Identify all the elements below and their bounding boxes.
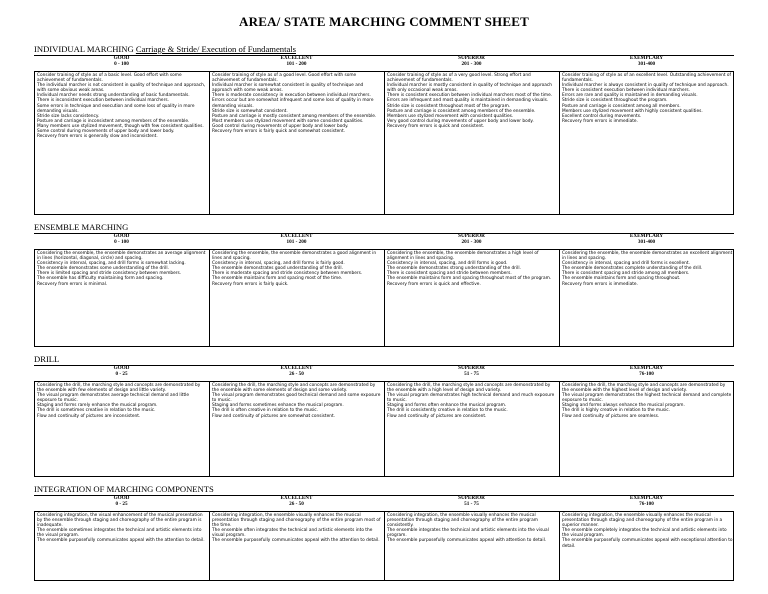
column-header-superior: SUPERIOR 201 - 300 bbox=[458, 55, 485, 67]
rubric-cell bbox=[210, 512, 385, 580]
rubric-bullet: Posture and carriage is consistent among all members. bbox=[562, 103, 681, 109]
rubric-cell bbox=[385, 512, 560, 580]
rubric-bullet: The ensemble has difficulty maintaining form and spacing. bbox=[37, 276, 164, 282]
rubric-bullet: Good control during movements of upper body and lower body. bbox=[212, 123, 349, 129]
rubric-bullet: There is inconsistent execution between individual marchers. bbox=[37, 98, 169, 104]
rubric-bullet: Consider training of style as of an excellent level. Outstanding achievement of fundamentals. bbox=[562, 73, 732, 84]
rubric-bullet: Staging and forms sometimes enhance the musical program. bbox=[212, 403, 344, 409]
rubric-cell bbox=[210, 382, 385, 476]
rubric-bullet: The visual program demonstrates good technical demand and some exposure to music. bbox=[212, 393, 381, 404]
rubric-bullet: The ensemble demonstrates some understanding of the drill. bbox=[37, 266, 169, 272]
rubric-table-drill bbox=[34, 381, 734, 477]
rubric-bullet: Recovery from errors is immediate. bbox=[562, 281, 638, 287]
rubric-bullet: There is moderate consistency in execution between individual marchers. bbox=[212, 93, 371, 99]
rubric-bullet: The drill is highly creative in relation to the music. bbox=[562, 408, 670, 414]
rubric-cell bbox=[35, 382, 210, 476]
rubric-cell bbox=[385, 382, 560, 476]
column-header-excellent: EXCELLENT 101 - 200 bbox=[280, 55, 313, 67]
rubric-bullet: The ensemble purposefully communicates appeal with exceptional attention to detail. bbox=[562, 538, 733, 549]
rubric-bullet: Considering the drill, the marching style and concepts are demonstrated by the ensemble with few elements of design and little variety. bbox=[37, 383, 201, 394]
section-heading: INDIVIDUAL MARCHING bbox=[34, 44, 134, 54]
rubric-bullet: Staging and forms often enhance the musical program. bbox=[387, 403, 507, 409]
rubric-table-individual bbox=[34, 71, 734, 215]
rubric-bullet: Recovery from errors is immediate. bbox=[562, 118, 638, 124]
rubric-bullet: Considering the ensemble, the ensemble demonstrates an average alignment in lines (horizontal, diagonal, circle) and spacing. bbox=[37, 251, 206, 262]
column-header-good: GOOD 0 - 25 bbox=[113, 365, 130, 377]
column-header-superior: SUPERIOR 51 - 75 bbox=[458, 365, 485, 377]
rubric-bullet: Recovery from errors is quick and effective. bbox=[387, 281, 481, 287]
column-header-superior: SUPERIOR 51 - 75 bbox=[458, 495, 485, 507]
rubric-bullet: Staging and forms always enhance the musical program. bbox=[562, 403, 685, 409]
rubric-cell bbox=[560, 512, 735, 580]
rubric-bullet: Stride size is consistent throughout the program. bbox=[562, 98, 668, 104]
column-headers-ensemble bbox=[34, 234, 734, 250]
rubric-bullet: Excellent control during movements. bbox=[562, 113, 642, 119]
column-header-exemplary: EXEMPLARY 76-100 bbox=[629, 365, 664, 377]
rubric-bullet: Very good control during movements of upper body and lower body. bbox=[387, 118, 534, 124]
rubric-bullet: Individual marcher is somewhat consistent in quality of technique and approach with some weak areas. bbox=[212, 83, 364, 94]
rubric-bullet: The ensemble often integrates the technical and artistic elements into the visual program. bbox=[212, 528, 373, 539]
rubric-bullet: The ensemble demonstrates good understanding of the drill. bbox=[212, 266, 343, 272]
section-title-ensemble bbox=[34, 222, 128, 232]
rubric-cell bbox=[385, 72, 560, 214]
rubric-bullet: The drill is sometimes creative in relation to the music. bbox=[37, 408, 156, 414]
column-header-exemplary: EXEMPLARY 301-400 bbox=[629, 233, 664, 245]
rubric-cell bbox=[560, 72, 735, 214]
column-header-excellent: EXCELLENT 26 - 50 bbox=[280, 495, 313, 507]
rubric-bullet: Consistency in interval, spacing, and drill forms is somewhat lacking. bbox=[37, 261, 186, 267]
rubric-bullet: There is moderate spacing and stride consistency between members. bbox=[212, 271, 363, 277]
section-title-integration bbox=[34, 484, 214, 494]
rubric-bullet: Considering integration, the visual enhancement of the musical presentation by the ensemble through staging and choreography of the entire program is inadequate. bbox=[37, 513, 203, 529]
rubric-bullet: Flow and continuity of pictures are inconsistent. bbox=[37, 413, 141, 419]
section-heading: ENSEMBLE MARCHING bbox=[34, 222, 129, 232]
section-heading: DRILL bbox=[34, 354, 60, 364]
rubric-bullet: Considering integration, the ensemble visually enhances the musical presentation through staging and choreography of the entire program consistently. bbox=[387, 513, 538, 529]
rubric-cell bbox=[35, 72, 210, 214]
rubric-bullet: The ensemble maintains form and spacing most of the time. bbox=[212, 276, 343, 282]
rubric-bullet: The ensemble purposefully communicates appeal with the attention to detail. bbox=[37, 538, 205, 544]
rubric-bullet: The ensemble demonstrates complete understanding of the drill. bbox=[562, 266, 703, 272]
section-heading: INTEGRATION OF MARCHING COMPONENTS bbox=[34, 484, 214, 494]
rubric-bullet: Posture and carriage is inconsistent among members of the ensemble. bbox=[37, 118, 190, 124]
column-header-exemplary: EXEMPLARY 301-400 bbox=[629, 55, 664, 67]
rubric-bullet: Recovery from errors is generally slow and inconsistent. bbox=[37, 134, 158, 140]
rubric-bullet: The ensemble maintains form and spacing throughout most of the program. bbox=[387, 276, 552, 282]
column-header-good: GOOD 0 - 100 bbox=[113, 233, 130, 245]
column-headers-drill bbox=[34, 366, 734, 382]
rubric-bullet: The ensemble integrates the technical and artistic elements into the visual program. bbox=[387, 528, 549, 539]
section-title-drill bbox=[34, 354, 59, 364]
rubric-bullet: The ensemble maintains form and spacing throughout. bbox=[562, 276, 681, 282]
rubric-bullet: Staging and forms rarely enhance the musical program. bbox=[37, 403, 158, 409]
rubric-bullet: Consistency in interval, spacing and drill forms is excellent. bbox=[562, 261, 690, 267]
rubric-cell bbox=[35, 250, 210, 346]
rubric-bullet: Errors are infrequent and most quality is maintained in demanding visuals. bbox=[387, 98, 549, 104]
rubric-bullet: Some errors in technique and execution and some loss of quality in more demanding visuals. bbox=[37, 103, 195, 114]
column-header-good: GOOD 0 - 100 bbox=[113, 55, 130, 67]
column-headers-individual bbox=[34, 56, 734, 72]
column-header-superior: SUPERIOR 201 - 300 bbox=[458, 233, 485, 245]
rubric-bullet: Consider training of style as of a very good level. Strong effort and achievement of fundamentals. bbox=[387, 73, 531, 84]
rubric-bullet: Consider training of style as of a basic level. Good effort with some achievement of fundamentals. bbox=[37, 73, 182, 84]
rubric-table-ensemble bbox=[34, 249, 734, 347]
rubric-bullet: The ensemble demonstrates strong understanding of the drill. bbox=[387, 266, 521, 272]
rubric-bullet: Consistency in interval, spacing, and drill forms is good. bbox=[387, 261, 508, 267]
rubric-bullet: Errors occur but are somewhat infrequent and some loss of quality in more demanding visuals. bbox=[212, 98, 374, 109]
rubric-bullet: Considering the ensemble, the ensemble demonstrates an excellent alignment in lines and spacing. bbox=[562, 251, 733, 262]
rubric-bullet: The ensemble completely integrates the technical and artistic elements into the visual program. bbox=[562, 528, 727, 539]
rubric-bullet: Members use stylized movement with highly consistent qualities. bbox=[562, 108, 703, 114]
rubric-bullet: The visual program demonstrates the highest technical demand and complete exposure to music. bbox=[562, 393, 732, 404]
rubric-cell bbox=[210, 250, 385, 346]
rubric-cell bbox=[385, 250, 560, 346]
rubric-bullet: The visual program demonstrates average technical demand and little exposure to music. bbox=[37, 393, 190, 404]
rubric-bullet: Members use stylized movement with consistent qualities. bbox=[387, 113, 514, 119]
page-title: AREA/ STATE MARCHING COMMENT SHEET bbox=[239, 14, 529, 29]
rubric-cell bbox=[560, 382, 735, 476]
rubric-bullet: Individual marcher is always consistent in quality of technique and approach. bbox=[562, 83, 729, 89]
rubric-bullet: Considering the ensemble, the ensemble demonstrates a high level of alignment in lines and spacing. bbox=[387, 251, 539, 262]
rubric-cell bbox=[35, 512, 210, 580]
rubric-bullet: Most members use stylized movement with some consistent qualities. bbox=[212, 118, 364, 124]
column-header-excellent: EXCELLENT 101 - 200 bbox=[280, 233, 313, 245]
rubric-bullet: There is limited spacing and stride consistency between members. bbox=[37, 271, 182, 277]
rubric-bullet: Recovery from errors is fairly quick and somewhat consistent. bbox=[212, 129, 346, 135]
rubric-bullet: Posture and carriage is mostly consistent among members of the ensemble. bbox=[212, 113, 377, 119]
rubric-bullet: Posture and carriage is consistent among members of the ensemble. bbox=[387, 108, 536, 114]
rubric-bullet: Recovery from errors is quick and consistent. bbox=[387, 123, 485, 129]
rubric-bullet: The ensemble purposefully communicates appeal with attention to detail. bbox=[387, 538, 547, 544]
rubric-bullet: The ensemble purposefully communicates appeal with the attention to detail. bbox=[212, 538, 380, 544]
rubric-bullet: There is consistent execution between individual marchers. bbox=[562, 88, 691, 94]
rubric-bullet: The drill is consistently creative in relation to the music. bbox=[387, 408, 508, 414]
column-headers-integration bbox=[34, 496, 734, 512]
rubric-bullet: Considering the drill, the marching style and concepts are demonstrated by the ensemble with some elements of design and some variety. bbox=[212, 383, 376, 394]
rubric-bullet: There is consistent execution between individual marchers most of the time. bbox=[387, 93, 553, 99]
rubric-cell bbox=[210, 72, 385, 214]
rubric-bullet: Some control during movements of upper body and lower body. bbox=[37, 129, 175, 135]
section-title-individual bbox=[34, 44, 296, 54]
column-header-good: GOOD 0 - 25 bbox=[113, 495, 130, 507]
rubric-bullet: Stride size is consistent throughout most of the program. bbox=[387, 103, 511, 109]
rubric-bullet: Consider training of style as of a good level. Good effort with some achievement of fundamentals. bbox=[212, 73, 357, 84]
rubric-bullet: The ensemble sometimes integrates the technical and artistic elements into the visual program. bbox=[37, 528, 202, 539]
rubric-bullet: Stride size is somewhat consistent. bbox=[212, 108, 288, 114]
rubric-bullet: The drill is often creative in relation to the music. bbox=[212, 408, 319, 414]
rubric-bullet: Consistency in interval, spacing, and drill forms is fairly good. bbox=[212, 261, 345, 267]
rubric-bullet: There is consistent spacing and stride among all members. bbox=[562, 271, 690, 277]
rubric-bullet: Flow and continuity of pictures are seamless. bbox=[562, 413, 660, 419]
rubric-bullet: Flow and continuity of pictures are somewhat consistent. bbox=[212, 413, 335, 419]
column-header-excellent: EXCELLENT 26 - 50 bbox=[280, 365, 313, 377]
rubric-bullet: There is consistent spacing and stride between members. bbox=[387, 271, 512, 277]
rubric-bullet: The individual marcher is not consistent in quality of technique and approach, with some obvious weak areas. bbox=[37, 83, 206, 94]
rubric-bullet: Errors are rare and quality is maintained in demanding visuals. bbox=[562, 93, 698, 99]
rubric-bullet: Individual marcher needs strong understanding of basic fundamentals. bbox=[37, 93, 190, 99]
rubric-bullet: Recovery from errors is fairly quick. bbox=[212, 281, 289, 287]
rubric-bullet: Recovery from errors is minimal. bbox=[37, 281, 108, 287]
rubric-bullet: Flow and continuity of pictures are consistent. bbox=[387, 413, 487, 419]
column-header-exemplary: EXEMPLARY 76-100 bbox=[629, 495, 664, 507]
rubric-bullet: Individual marcher is mostly consistent in quality of technique and approach with only occasional weak areas. bbox=[387, 83, 552, 94]
rubric-bullet: Considering the drill, the marching style and concepts are demonstrated by the ensemble with a high level of design and variety. bbox=[387, 383, 551, 394]
rubric-bullet: Stride size lacks consistency. bbox=[37, 113, 100, 119]
rubric-cell bbox=[560, 250, 735, 346]
rubric-bullet: Considering the ensemble, the ensemble demonstrates a good alignment in lines and spacing. bbox=[212, 251, 377, 262]
rubric-bullet: Many members use stylized movement, though with few consistent qualities. bbox=[37, 123, 204, 129]
rubric-bullet: Considering the drill, the marching style and concepts are demonstrated by the ensemble with the highest level of design and variety. bbox=[562, 383, 726, 394]
rubric-bullet: Considering integration, the ensemble visually enhances the musical presentation through staging and choreography of the entire program most of the time. bbox=[212, 513, 381, 529]
rubric-table-integration bbox=[34, 511, 734, 581]
rubric-bullet: The visual program demonstrates high technical demand and much exposure to music. bbox=[387, 393, 555, 404]
rubric-bullet: Considering integration, the ensemble visually enhances the musical presentation through staging and choreography of the entire program in a superior manner. bbox=[562, 513, 723, 529]
section-subheading: Carriage & Stride/ Execution of Fundamentals bbox=[135, 44, 296, 54]
